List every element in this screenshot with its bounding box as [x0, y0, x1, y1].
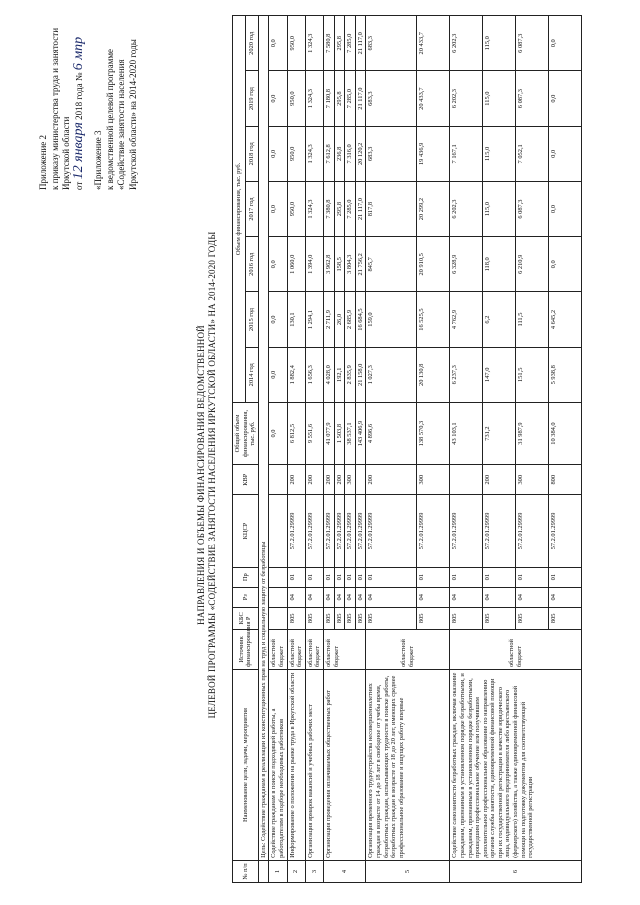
approval-stamp-block: [38, 10, 139, 190]
table-subrow: 805 04 01 57.2.01.29999 300 31 987,9 151,5 111,5 6 210,9 6 087,3 7 052,1 6 087,3 6 087,3: [516, 16, 549, 883]
table-subrow: 805 04 01 57.2.01.29999 300 38 537,1 2 835,9 2 685,9 3 804,3 7 285,0 7 316,0 7 285,0 7 285,0: [345, 16, 356, 883]
table-row: 6 Содействие самозанятости безработных граждан, включая оказание гражданам, признанным в установленном порядке безработными, и гражданам, признанным в установленном порядке безработными, прошедшим профессиональное обучение или получившим дополнительное профессиональное образование по направлению органов службы занятости, единовременной финансовой помощи при их государственной регистрации в качестве юридического лица, индивидуального предпринимателя либо крестьянского (фермерского) хозяйства, а также единовременной финансовой помощи на подготовку документов для соответствующей государственной регистрации областной бюджет 805 04 01 57.2.01.29999 43 103,1 6 237,3 4 762,9 6 328,9 6 202,3 7 167,1 6 202,3 6 202,3: [450, 16, 483, 883]
goal-text: Цель: Содействие гражданам в реализации их конституционных прав на труд и социальную защиту от безработицы: [258, 16, 269, 861]
program-period-line: Иркутской области» на 2014-2020 годы: [127, 39, 138, 190]
header-year: 2017 год: [245, 181, 258, 236]
table-row: 3 Организация ярмарок вакансий и учебных рабочих мест областной бюджет 805 04 01 57.2.01.29999 200 9 551,6 1 656,3 1 294,1 1 394,0 1 324,3 1 324,3 1 324,3 1 324,3: [305, 16, 323, 883]
table-row: 2 Информирование о положении на рынке труда в Иркутской области областной бюджет 805 04 01 57.2.01.29999 200 6 812,5 1 882,4 130,1 1 060,0 950,0 950,0 950,0 950,0: [287, 16, 305, 883]
header-pr: Пр: [233, 567, 259, 587]
funding-table: [232, 15, 582, 883]
handwritten-number: 6 мпр: [70, 36, 86, 71]
appendix-label: Приложение 2: [38, 134, 48, 190]
program-appendix-label: «Приложение 3: [93, 130, 103, 190]
header-total: Общий объем финансирования, тыс. руб.: [233, 402, 259, 464]
header-year: 2016 год: [245, 237, 258, 292]
table-row: 4 Организация проведения оплачиваемых общественных работ областной бюджет 805 04 01 57.2.01.29999 200 41 077,9 4 028,0 2 711,9 3 962,8 7 380,8 7 612,8 7 180,8 7 580,8: [323, 16, 334, 883]
table-subrow: 805 04 01 57.2.01.29999 800 10 384,0 5 938,8 4 645,2 0,0 0,0 0,0 0,0 0,0: [549, 16, 582, 883]
header-year: 2014 год: [245, 347, 258, 402]
table-subrow: 805 04 01 57.2.01.29999 143 406,9 21 158,0 16 684,5 21 756,2 21 117,0 20 120,2 21 117,0 21 117,0: [355, 16, 366, 883]
header-kcsr: КЦСР: [233, 495, 259, 567]
table-row: 1 Содействие гражданам в поиске подходящей работы, а работодателям в подборе необходимых работников областной бюджет 0,0 0,0 0,0 0,0 0,0 0,0 0,0 0,0: [269, 16, 287, 883]
header-year: 2018 год: [245, 126, 258, 181]
order-date-line: от 12 января 2018 года № 6 мпр: [70, 36, 86, 190]
table-subrow: 805 04 01 57.2.01.29999 200 1 503,8 192,1 26,0 158,5 295,8 236,8 295,8 295,8: [334, 16, 345, 883]
header-year: 2020 год: [245, 16, 258, 72]
handwritten-date: 12 января: [70, 122, 86, 180]
table-row: 5 Организация временного трудоустройства несовершеннолетних граждан в возрасте от 14 до 18 лет в свободное от учебы время, безработных граждан, испытывающих трудности в поиске работы, безработных граждан в возрасте от 18 до 20 лет, имеющих среднее профессиональное образование и ищущих работу впервые областной бюджет 805 04 01 57.2.01.29999 200 4 896,6 1 027,3 159,0 845,7 817,8 683,3 683,3 683,3: [366, 16, 417, 883]
header-year: 2015 год: [245, 292, 258, 347]
header-year: 2019 год: [245, 71, 258, 126]
order-region-line: Иркутской области: [61, 116, 71, 190]
header-kvr: КВР: [233, 465, 259, 495]
order-ref-line: к приказу министерства труда и занятости: [49, 27, 60, 190]
header-source: Источник финансирования: [233, 629, 259, 669]
header-num: № п/п: [233, 860, 259, 882]
header-name: Наименование цели, задачи, мероприятия: [233, 670, 259, 861]
program-name-line: «Содействие занятости населения: [116, 59, 126, 190]
program-ref-line: к ведомственной целевой программе: [104, 48, 115, 190]
header-kbs: КБС Р: [233, 607, 259, 629]
header-volume: Объем финансирования, тыс. руб.: [233, 16, 246, 403]
header-rz: Рз: [233, 587, 259, 607]
document-title: НАПРАВЛЕНИЯ И ОБЪЕМЫ ФИНАНСИРОВАНИЯ ВЕДОМСТВЕННОЙ ЦЕЛЕВОЙ ПРОГРАММЫ «СОДЕЙСТВИЕ ЗАНЯТОСТИ НАСЕЛЕНИЯ ИРКУТСКОЙ ОБЛАСТИ» НА 2014-2020 ГОДЫ: [196, 231, 217, 719]
table-subrow: 805 04 01 57.2.01.29999 300 138 570,3 20 130,8 16 525,5 20 910,5 20 299,2 19 436,9 20 433,7 20 433,7: [417, 16, 450, 883]
table-subrow: 805 04 01 57.2.01.29999 200 731,2 147,0 6,2 118,0 115,0 115,0 115,0 115,0: [483, 16, 516, 883]
goal-row: [258, 16, 269, 883]
